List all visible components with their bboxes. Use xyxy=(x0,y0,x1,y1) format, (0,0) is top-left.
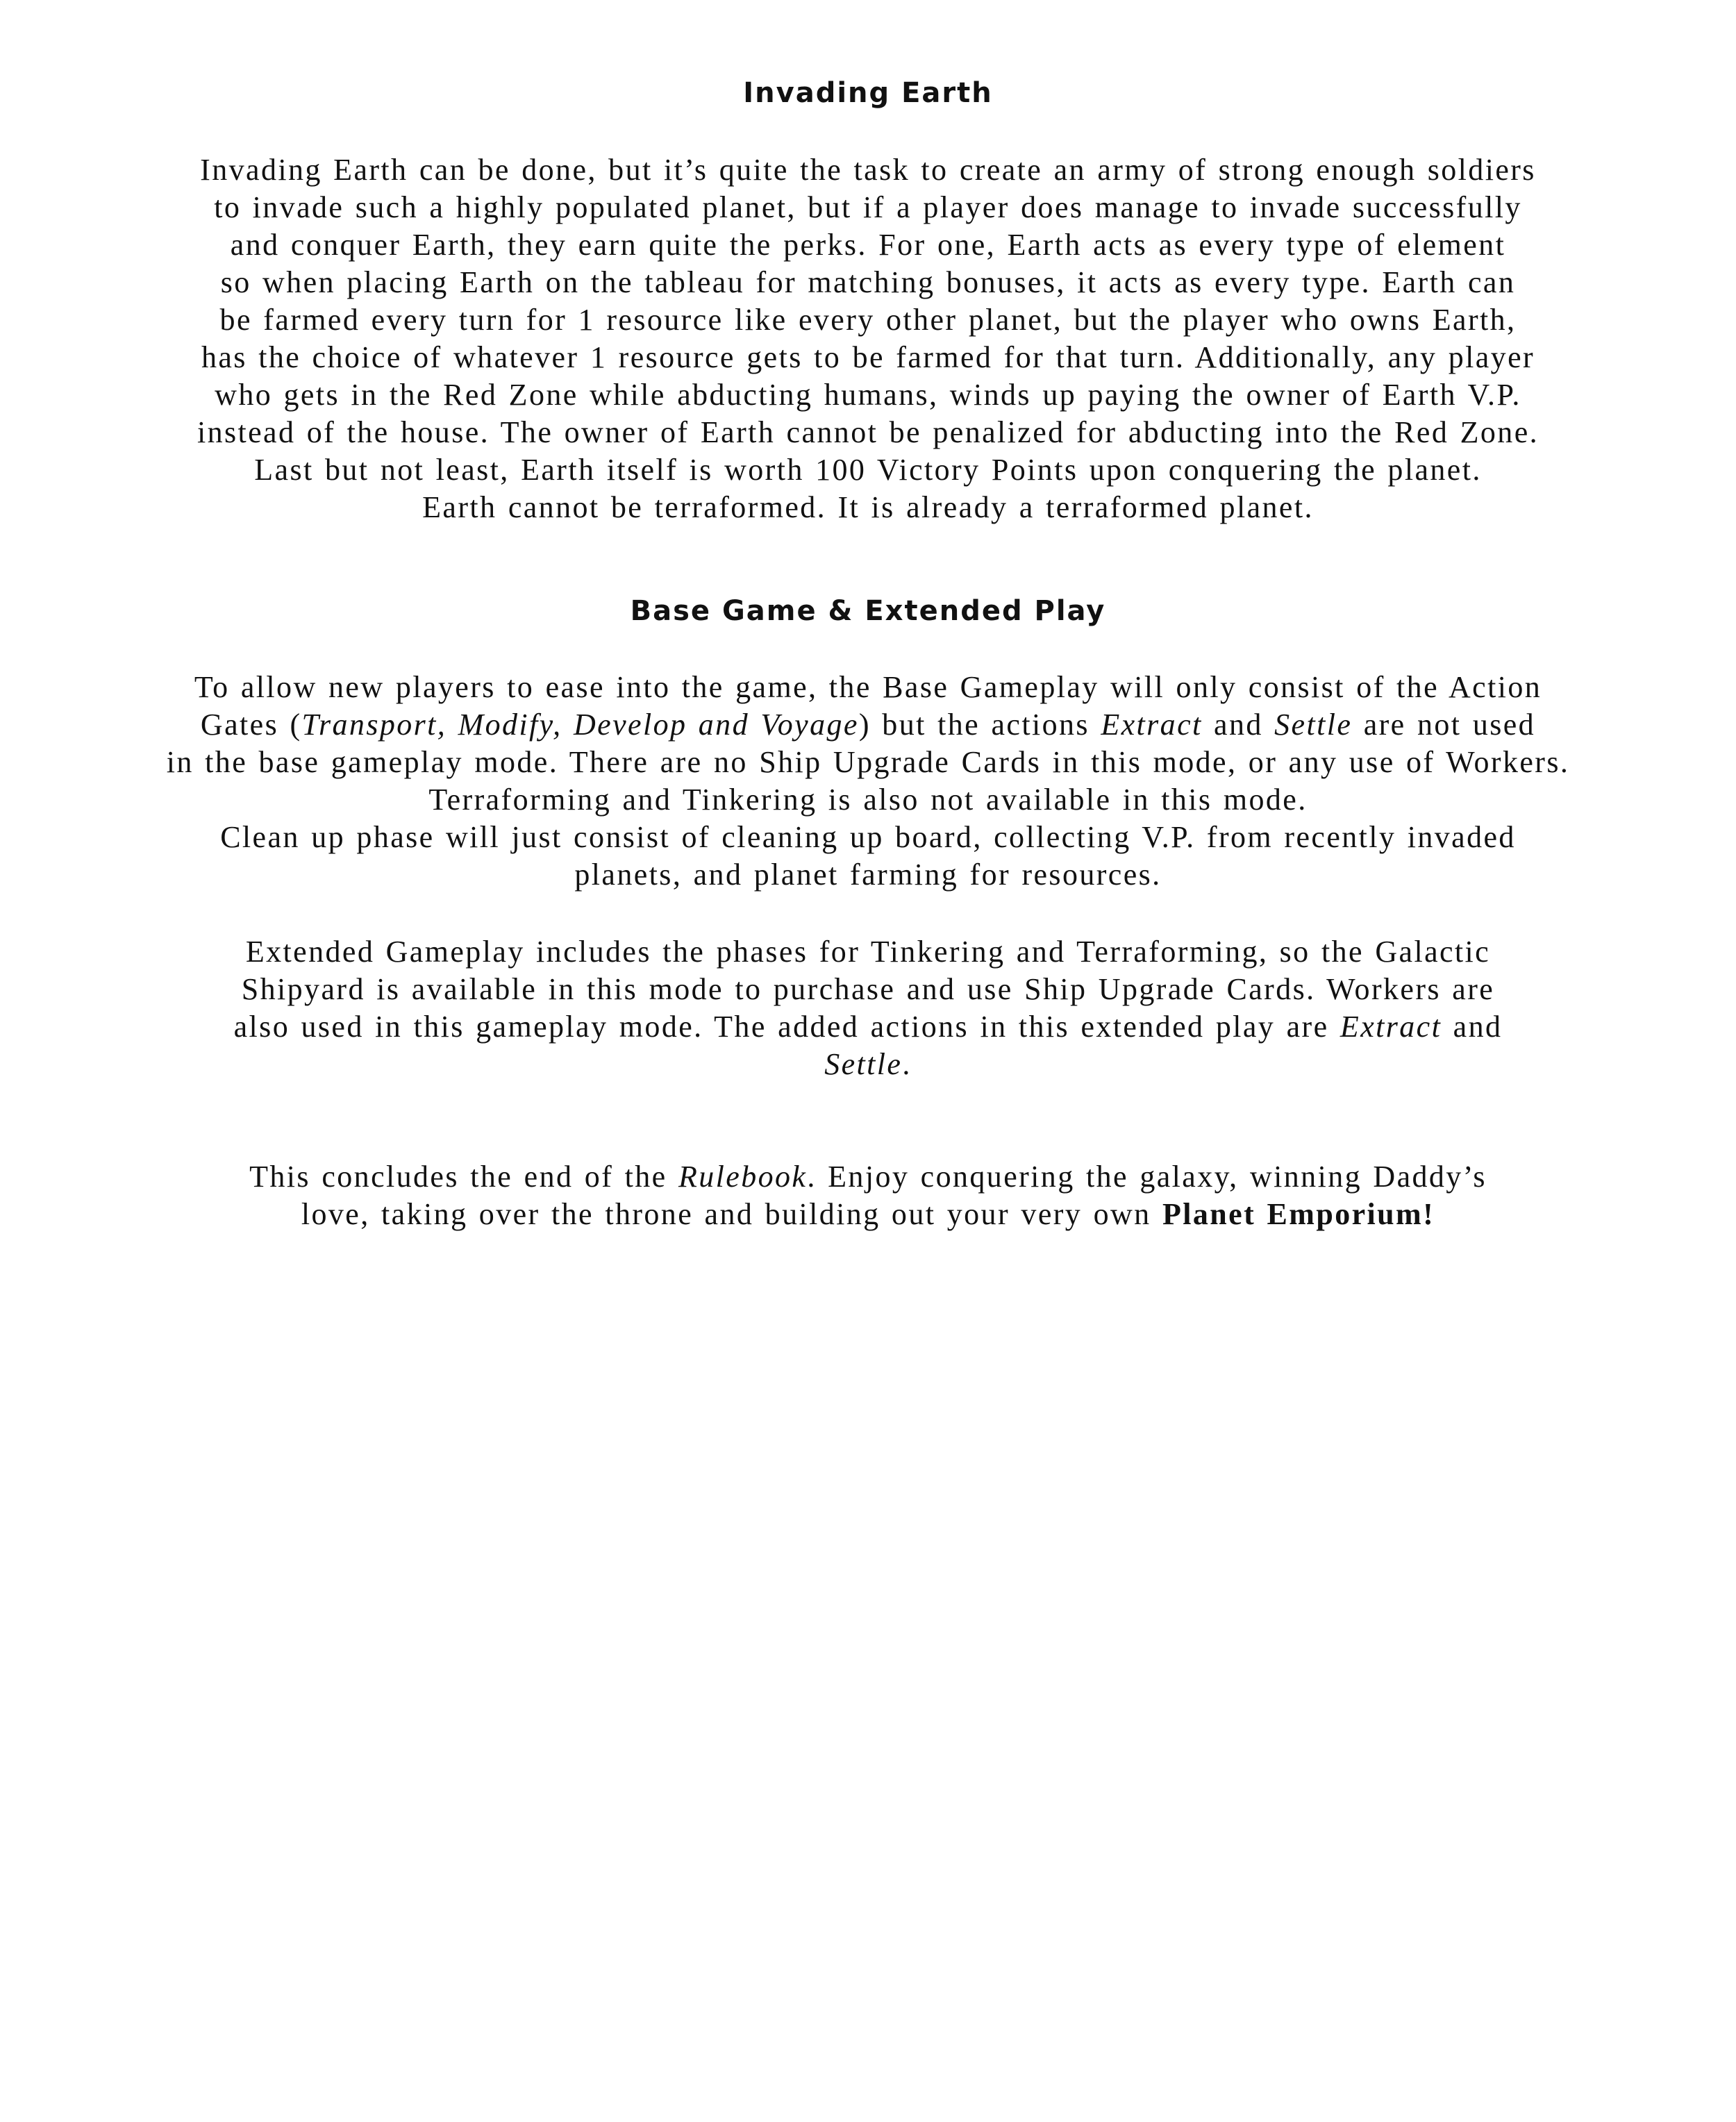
paragraph-invading-earth xyxy=(42,151,1694,526)
text-line xyxy=(42,856,1694,894)
text-run: . xyxy=(902,1047,912,1081)
paragraph-extended-gameplay xyxy=(42,933,1694,1083)
text-line xyxy=(42,971,1694,1008)
italic-text: Settle xyxy=(824,1047,903,1081)
text-line xyxy=(42,414,1694,451)
text-run: who gets in the Red Zone while abducting humans, winds up paying the owner of Earth V.P. xyxy=(215,378,1521,412)
text-line xyxy=(42,151,1694,189)
text-line xyxy=(42,1158,1694,1196)
text-run: Clean up phase will just consist of cleaning up board, collecting V.P. from recently invaded xyxy=(220,820,1516,854)
text-run: This concludes the end of the xyxy=(249,1160,678,1194)
text-line xyxy=(42,189,1694,226)
text-line xyxy=(42,744,1694,781)
text-line xyxy=(42,301,1694,339)
text-line xyxy=(42,1196,1694,1233)
text-run: in the base gameplay mode. There are no Ship Upgrade Cards in this mode, or any use of Workers. xyxy=(166,745,1570,779)
text-run: ) but the actions xyxy=(858,708,1101,742)
text-line xyxy=(42,1046,1694,1083)
text-line xyxy=(42,781,1694,819)
italic-text: Extract xyxy=(1339,1010,1442,1044)
text-run: Invading Earth can be done, but it’s quite the task to create an army of strong enough soldiers xyxy=(200,153,1536,187)
text-run: Terraforming and Tinkering is also not available in this mode. xyxy=(428,783,1308,817)
text-run: and xyxy=(1442,1010,1503,1044)
text-line xyxy=(42,933,1694,971)
section-heading-invading-earth: Invading Earth xyxy=(743,77,993,109)
text-line xyxy=(42,226,1694,264)
italic-text: Settle xyxy=(1274,708,1353,742)
text-line xyxy=(42,819,1694,856)
paragraph-base-gameplay xyxy=(42,669,1694,894)
text-run: love, taking over the throne and building out your very own xyxy=(301,1197,1162,1231)
section-heading-base-game-extended-play: Base Game & Extended Play xyxy=(630,595,1106,627)
text-line xyxy=(42,706,1694,744)
text-run: are not used xyxy=(1352,708,1536,742)
text-run: Shipyard is available in this mode to purchase and use Ship Upgrade Cards. Workers are xyxy=(241,972,1495,1006)
text-line xyxy=(42,1008,1694,1046)
text-run: instead of the house. The owner of Earth cannot be penalized for abducting into the Red Zone. xyxy=(197,415,1539,449)
italic-text: Rulebook xyxy=(678,1160,808,1194)
text-run: Gates ( xyxy=(200,708,302,742)
text-run: To allow new players to ease into the game, the Base Gameplay will only consist of the Action xyxy=(194,670,1542,704)
italic-text: Transport, Modify, Develop and Voyage xyxy=(301,708,859,742)
text-run: and conquer Earth, they earn quite the perks. For one, Earth acts as every type of element xyxy=(230,228,1506,262)
text-line xyxy=(42,489,1694,526)
text-line xyxy=(42,264,1694,301)
text-run: Earth cannot be terraformed. It is already a terraformed planet. xyxy=(422,490,1314,524)
text-run: . Enjoy conquering the galaxy, winning Daddy’s xyxy=(807,1160,1487,1194)
text-line xyxy=(42,451,1694,489)
text-run: also used in this gameplay mode. The added actions in this extended play are xyxy=(233,1010,1340,1044)
text-run: be farmed every turn for 1 resource like every other planet, but the player who owns Earth, xyxy=(219,303,1517,337)
text-run: so when placing Earth on the tableau for matching bonuses, it acts as every type. Earth can xyxy=(220,265,1516,299)
text-run: Extended Gameplay includes the phases for Tinkering and Terraforming, so the Galactic xyxy=(245,935,1491,969)
bold-text: Planet Emporium! xyxy=(1162,1197,1435,1231)
text-line xyxy=(42,339,1694,376)
text-run: planets, and planet farming for resources. xyxy=(574,858,1162,892)
text-run: Last but not least, Earth itself is worth 100 Victory Points upon conquering the planet. xyxy=(254,453,1482,487)
text-run: has the choice of whatever 1 resource gets to be farmed for that turn. Additionally, any player xyxy=(201,340,1535,374)
text-line xyxy=(42,669,1694,706)
text-run: and xyxy=(1202,708,1275,742)
paragraph-conclusion xyxy=(42,1158,1694,1233)
text-run: to invade such a highly populated planet, but if a player does manage to invade successfully xyxy=(214,190,1522,224)
italic-text: Extract xyxy=(1101,708,1203,742)
text-line xyxy=(42,376,1694,414)
